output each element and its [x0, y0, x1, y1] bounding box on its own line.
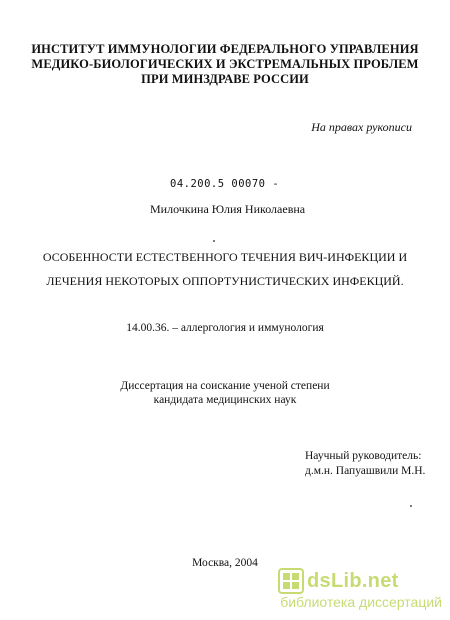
specialty-code: 14.00.36. – аллергология и иммунология — [126, 322, 324, 334]
institute-line-2: МЕДИКО-БИОЛОГИЧЕСКИХ И ЭКСТРЕМАЛЬНЫХ ПРОБЛЕМ — [31, 57, 419, 71]
manuscript-rights: На правах рукописи — [311, 120, 412, 134]
dissertation-line-2: кандидата медицинских наук — [153, 394, 297, 406]
institute-line-1: ИНСТИТУТ ИММУНОЛОГИИ ФЕДЕРАЛЬНОГО УПРАВЛЕНИЯ — [31, 42, 419, 56]
watermark-subtitle: библиотека диссертаций — [280, 594, 442, 610]
watermark-brand: dsLib.net — [307, 570, 399, 592]
advisor-name: д.м.н. Папуашвили М.Н. — [305, 465, 426, 477]
dslib-watermark — [275, 567, 450, 617]
thesis-title-line-2: ЛЕЧЕНИЯ НЕКОТОРЫХ ОППОРТУНИСТИЧЕСКИХ ИНФЕКЦИЙ. — [46, 274, 404, 288]
institute-line-3: ПРИ МИНЗДРАВЕ РОССИИ — [141, 72, 309, 86]
author-name: Милочкина Юлия Николаевна — [150, 202, 306, 216]
registration-number: 04.200.5 00070 - — [170, 178, 280, 190]
dissertation-line-1: Диссертация на соискание ученой степени — [120, 380, 330, 392]
advisor-label: Научный руководитель: — [305, 450, 422, 462]
thesis-title-line-1: ОСОБЕННОСТИ ЕСТЕСТВЕННОГО ТЕЧЕНИЯ ВИЧ-ИНФЕКЦИИ И — [42, 250, 408, 264]
scan-speck — [213, 240, 215, 242]
institute-header — [0, 42, 450, 87]
scan-speck — [410, 505, 412, 507]
dslib-logo-icon — [278, 568, 304, 594]
city-year: Москва, 2004 — [192, 557, 258, 569]
scientific-advisor — [305, 449, 445, 479]
